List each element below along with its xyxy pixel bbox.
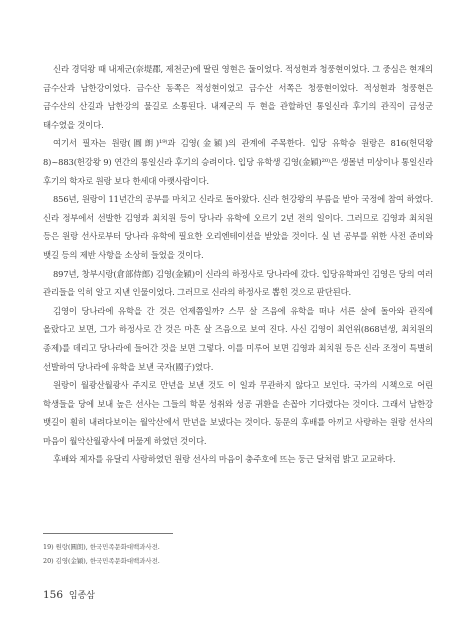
paragraph-5: 김영이 당나라에 유학을 간 것은 언제쯤일까? 스무 살 즈음에 유학을 떠나 서른 살에 돌아와 관직에 올랐다고 보면, 그가 하정사로 간 것은 마흔 살 즈음으로 보여 진다. 사신 김영이 최언위(868년생, 최치원의 종제)를 데리고 당나라에 들어간 것을 보면 그렇다. 이를 미루어 보면 김영과 최치원 등은 신라 조정이 특별히 선발하여 당나라에 유학을 보낸 국자(國子)였다. [43,305,433,372]
footnote-20: 20) 김영(金穎), 한국민족문화대백과사전. [43,556,160,565]
body-text [43,60,433,469]
paragraph-4: 897년, 창부시랑(倉部侍郎) 김영(金穎)이 신라의 하정사로 당나라에 갔다. 입당유학파인 김영은 당의 여러 관리들을 익히 알고 지낸 인물이었다. 그러므로 신라의 하정사로 뽑힌 것으로 판단된다. [43,268,433,298]
footnote-divider [43,533,173,534]
paragraph-1: 신라 경덕왕 때 내제군(奈堤郡, 제천군)에 딸린 영현은 둘이었다. 적성현과 청풍현이었다. 그 중심은 현재의 금수산과 남한강이었다. 금수산 동쪽은 적성현이었고 금수산 서쪽은 청풍현이었다. 적성현과 청풍현은 금수산의 산길과 남한강의 물길로 소통된다. 내제군의 두 현을 관할하던 통일신라 후기의 관직이 금성군 태수였을 것이다. [43,64,433,130]
page-number: 156 [43,589,64,601]
paragraph-6: 원랑이 월광산월광사 주지로 만년을 보낸 것도 이 일과 무관하지 않다고 보인다. 국가의 시책으로 어린 학생들을 당에 보내 높은 선사는 그들의 학문 성취와 성공 귀환을 손꼽아 기다렸다는 것이다. 그래서 남한강 뱃길이 훤히 내려다보이는 월악산에서 만년을 보냈다는 것이다. 동문의 후배를 아끼고 사랑하는 원랑 선사의 마음이 월악산월광사에 머물게 하였던 것이다. [43,380,433,446]
footnotes [43,541,433,568]
footnote-19: 19) 원랑(圓朗), 한국민족문화대백과사전. [43,543,160,551]
paragraph-2: 여기서 필자는 원랑(圓朗)¹⁹⁾과 김영(金穎)의 관계에 주목한다. 입당 유학승 원랑은 816(헌덕왕 8)~883(헌강왕 9) 연간의 통일신라 후기의 승려이다. 입당 유학생 김영(金穎)²⁰⁾은 생몰년 미상이나 통일신라 후기의 학자로 원랑 보다 한세대 아랫사람이다. [43,138,433,186]
author-name: 임종삼 [68,591,96,601]
paragraph-7: 후배와 제자를 유달리 사랑하였던 원랑 선사의 마음이 충주호에 뜨는 둥근 달처럼 밝고 교교하다. [53,454,396,465]
paragraph-3: 856년, 원랑이 11년간의 공부를 마치고 신라로 돌아왔다. 신라 헌강왕의 부름을 받아 국정에 참여 하였다. 신라 정부에서 선발한 김영과 최치원 등이 당나라 유학에 오르기 2년 전의 일이다. 그러므로 김영과 최치원 등은 원랑 선사로부터 당나라 유학에 필요한 오리엔테이션을 받았을 것이다. 실 년 공부를 위한 사전 준비와 뱃길 등의 제반 사항을 소상히 들었을 것이다. [43,194,433,260]
page-footer [43,588,95,601]
